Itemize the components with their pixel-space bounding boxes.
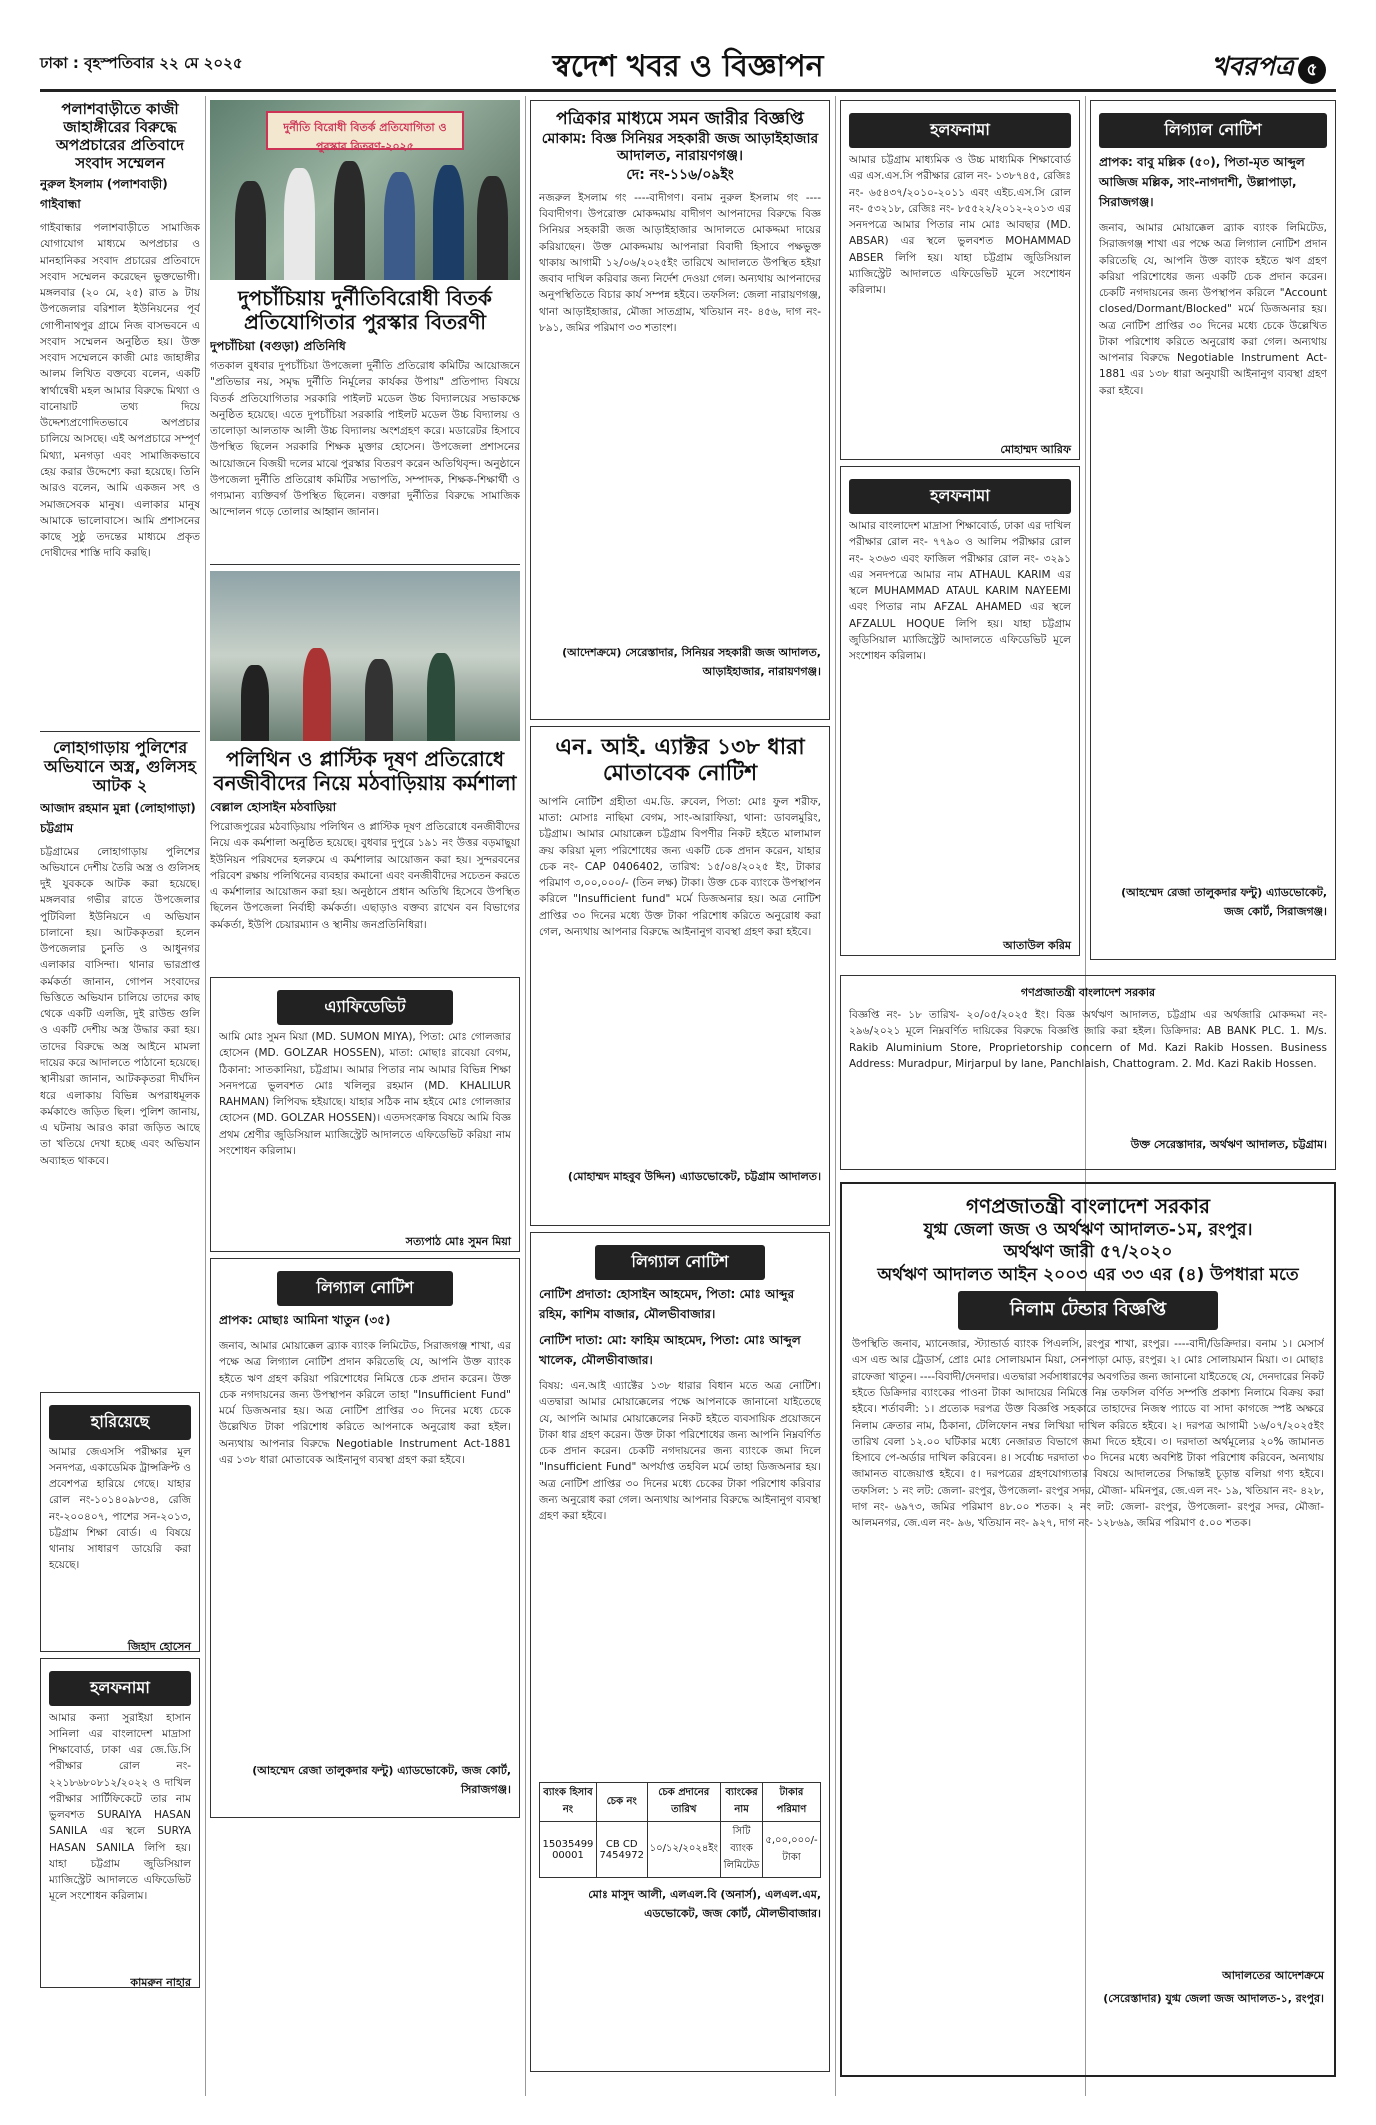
ni-act-notice xyxy=(530,726,830,1226)
legal-notice-body: জনাব, আমার মোয়াক্কেল ব্র্যাক ব্যাংক লিমিটেড, সিরাজগঞ্জ শাখা, এর পক্ষে অত্র লিগ্যাল নোটিশ প্রদান করিতেছি যে, আপনি উক্ত ব্যাংক হইতে ঋণ গ্রহণ করিয়া পরিশোধের নিমিত্তে চেক প্রদান করেন। উক্ত চেক নগদায়নের জন্য উপস্থাপন করিলে তাহা "Insufficient Fund" মর্মে ডিজঅনার হয়। অত্র নোটিশ প্রাপ্তির ৩০ দিনের মধ্যে চেকে উল্লেখিত টাকা পরিশোধ করিতে আপনাকে অনুরোধ করা হইল। অন্যথায় আপনার বিরুদ্ধে Negotiable Instrument Act-1881 এর ১৩৮ ধারা মোতাবেক আইনানুগ ব্যবস্থা গ্রহণ করা হইবে। xyxy=(219,1340,511,1466)
auction-band: নিলাম টেন্ডার বিজ্ঞপ্তি xyxy=(958,1291,1218,1330)
story-body: গাইবান্ধার পলাশবাড়ীতে সামাজিক যোগাযোগ মাধ্যমে অপপ্রচার ও মানহানিকর সংবাদ প্রচারের প্রতিবাদে সংবাদ সম্মেলন করেছেন ভুক্তভোগী। মঙ্গলবার (২০ মে, ২৫) রাত ৯ টায় উপজেলার বরিশাল ইউনিয়নের পূর্ব গোপীনাথপুর গ্রামে নিজ বাসভবনে এ সংবাদ সম্মেলন অনুষ্ঠিত হয়। উক্ত সংবাদ সম্মেলনে কাজী মোঃ জাহাঙ্গীর আলম লিখিত বক্তব্যে বলেন, একটি স্বার্থান্বেষী মহল আমার বিরুদ্ধে মিথ্যা ও বানোয়াট তথ্য দিয়ে উদ্দেশ্যপ্রণোদিতভাবে অপপ্রচার চালিয়ে আসছে। এই অপপ্রচারে সম্পূর্ণ মিথ্যা, মনগড়া এবং সামাজিকভাবে হেয় করার উদ্দেশ্যে করা হয়েছে। তিনি আরও বলেন, আমি একজন সৎ ও সমাজসেবক মানুষ। এলাকার মানুষ আমাকে ভালোবাসে। আমি প্রশাসনের কাছে সুষ্ঠু তদন্তের মাধ্যমে প্রকৃত দোষীদের শাস্তি দাবি করছি। xyxy=(40,222,200,560)
affidavit-notice xyxy=(210,977,520,1252)
paper-logo xyxy=(1211,46,1326,90)
lost-body: আমার জেএসসি পরীক্ষার মূল সনদপত্র, একাডেমিক ট্রান্সক্রিপ্ট ও প্রবেশপত্র হারিয়ে গেছে। যাহার রোল নং-১০১৪০৯৮৩৪, রেজি নং-২০০৪০৭, পাশের সন-২০১৩, চট্টগ্রাম শিক্ষা বোর্ড। এ বিষয়ে থানায় সাধারণ ডায়েরি করা হয়েছে। xyxy=(49,1445,191,1572)
legal-notice-signature: মোঃ মাসুদ আলী, এলএল.বি (অনার্স), এলএল.এম, এডভোকেট, জজ কোর্ট, মৌলভীবাজার। xyxy=(588,1888,821,1920)
story-byline: বেল্লাল হোসাইন মঠবাড়িয়া xyxy=(210,800,337,814)
summons-notice xyxy=(530,100,830,720)
affidavit-title: হলফনামা xyxy=(49,1671,191,1706)
issue-date: ঢাকা : বৃহস্পতিবার ২২ মে ২০২৫ xyxy=(40,54,243,72)
legal-notice-recipient: প্রাপক: বাবু মল্লিক (৫০), পিতা-মৃত আব্দুল আজিজ মল্লিক, সাং-নাগদাশী, উল্লাপাড়া, সিরাজগঞ্জ। xyxy=(1099,155,1305,209)
legal-notice-body: জনাব, আমার মোয়াক্কেল ব্র্যাক ব্যাংক লিমিটেড, সিরাজগঞ্জ শাখা এর পক্ষে অত্র লিগ্যাল নোটিশ প্রদান করিতেছি যে, আপনি উক্ত ব্যাংক হইতে ঋণ গ্রহণ করিয়া পরিশোধের জন্য একটি চেক প্রদান করেন। চেকটি নগদায়নের জন্য উপস্থাপন করিলে "Account closed/Dormant/Blocked" মর্মে ডিজঅনার হয়। অত্র নোটিশ প্রাপ্তির ৩০ দিনের মধ্যে চেকে উল্লেখিত টাকা পরিশোধ করিতে অনুরোধ করা গেল। অন্যথায় আপনার বিরুদ্ধে Negotiable Instrument Act-1881 এর ১৩৮ ধারা অনুযায়ী আইনানুগ ব্যবস্থা গ্রহণ করা হইবে। xyxy=(1099,222,1327,397)
legal-notice xyxy=(530,1232,830,2072)
column-3 xyxy=(530,100,830,2085)
column-4 xyxy=(840,100,1080,970)
table-row xyxy=(540,1822,821,1878)
photo-banner: দুর্নীতি বিরোধী বিতর্ক প্রতিযোগিতা ও পুরস্কার বিতরণ-২০২৫ xyxy=(266,111,464,151)
court-notice-head: গণপ্রজাতন্ত্রী বাংলাদেশ সরকার xyxy=(1020,986,1156,999)
news-story xyxy=(40,738,200,1384)
affidavit-title: হলফনামা xyxy=(849,113,1071,148)
lost-notice xyxy=(40,1392,200,1652)
ni-act-signature: (মোহাম্মদ মাহবুব উদ্দিন) এ্যাডভোকেট, চট্টগ্রাম আদালত। xyxy=(567,1169,821,1183)
story-headline: লোহাগাড়ায় পুলিশের অভিযানে অস্ত্র, গুলিসহ আটক ২ xyxy=(44,738,196,796)
table-cell: CB CD 7454972 xyxy=(596,1822,647,1878)
summons-signature: (আদেশক্রমে) সেরেস্তাদার, সিনিয়র সহকারী জজ আদালত, আড়াইহাজার, নারায়ণগঞ্জ। xyxy=(562,645,821,678)
affidavit-body: আমার চট্টগ্রাম মাধ্যমিক ও উচ্চ মাধ্যমিক শিক্ষাবোর্ড এর এস.এস.সি পরীক্ষার রোল নং- ১৩৮৭৪৫, রেজিঃ নং- ৬৫৪৩৭/২০১০-২০১১ এবং এইচ.এস.সি রোল নং- ৫৩২১৮, রেজিঃ নং- ৮৫৫২২/২০১২-২০১৩ এর সনদপত্রে আমার পিতার নাম মোঃ আবছার (MD. ABSAR) এর স্থলে ভুলবশত MOHAMMAD ABSER লিপি হয়। যাহা চট্টগ্রাম জুডিসিয়াল ম্যাজিস্ট্রেট আদালতে এফিডেভিট মূলে সংশোধন করিলাম। xyxy=(849,154,1071,297)
affidavit-notice xyxy=(840,100,1080,460)
affidavit-title: হলফনামা xyxy=(849,479,1071,514)
court-notice-body: বিজ্ঞপ্তি নং- ১৮ তারিখ- ২০/০৫/২০২৫ ইং। বিজ্ঞ অর্থঋণ আদালত, চট্টগ্রাম এর অর্থজারি মোকদ্দমা নং- ২৯৬/২০২১ মূলে নিম্নবর্ণিত দায়িকের বিরুদ্ধে বিজ্ঞপ্তি জারি করা হইল। ডিক্রিদার: AB BANK PLC. 1. M/s. Rakib Aluminium Store, Proprietorship concern of Md. Kazi Rakib Hossen. Business Address: Muradpur, Mirjarpul by lane, Panchlaish, Chattogram. 2. Md. Kazi Rakib Hossen. xyxy=(849,1009,1327,1070)
court-notice-signature: উক্ত সেরেস্তাদার, অর্থঋণ আদালত, চট্টগ্রাম। xyxy=(1130,1138,1327,1151)
table-cell: ৫,০০,০০০/- টাকা xyxy=(763,1822,821,1878)
news-photo xyxy=(210,100,520,280)
affidavit-notice xyxy=(40,1658,200,1988)
affidavit-body: আমি মোঃ সুমন মিয়া (MD. SUMON MIYA), পিতা: মোঃ গোলজার হোসেন (MD. GOLZAR HOSSEN), মাতা: মোছাঃ রাবেয়া বেগম, ঠিকানা: সাতকানিয়া, চট্টগ্রাম। আমার পিতার নাম আমার বিভিন্ন শিক্ষা সনদপত্রে ভুলবশত মোঃ খলিলুর রহমান (MD. KHALILUR RAHMAN) লিপিবদ্ধ হইয়াছে। যাহার সঠিক নাম হইবে মোঃ গোলজার হোসেন (MD. GOLZAR HOSSEN)। এতদসংক্রান্ত বিষয়ে আমি বিজ্ঞ প্রথম শ্রেণীর জুডিসিয়াল ম্যাজিস্ট্রেট আদালতে এফিডেভিট করিয়া নাম সংশোধন করিলাম। xyxy=(219,1031,511,1157)
story-headline: পলাশবাড়ীতে কাজী জাহাঙ্গীরের বিরুদ্ধে অপপ্রচারের প্রতিবাদে সংবাদ সম্মেলন xyxy=(56,100,184,172)
legal-notice-title: লিগ্যাল নোটিশ xyxy=(595,1245,764,1280)
ni-act-body: আপনি নোটিশ গ্রহীতা এম.ডি. রুবেল, পিতা: মোঃ ফুল শরীফ, মাতা: মোসাঃ নাছিমা বেগম, সাং-আরাফিয়া, থানা: ডাবলমুরিং, চট্টগ্রাম। আমার মোয়াক্কেল চট্টগ্রাম বিপণীর নিকট হইতে মালামাল ক্রয় করিয়া মূল্য পরিশোধের জন্য একটি চেক প্রদান করেন, যাহার চেক নং- CAP 0406402, তারিখ: ১৫/০৪/২০২৫ ইং, টাকার পরিমাণ ৩,০০,০০০/- (তিন লক্ষ) টাকা। উক্ত চেক ব্যাংকে উপস্থাপন করিলে "Insufficient fund" মর্মে ডিজঅনার হয়। অত্র নোটিশ প্রাপ্তির ৩০ দিনের মধ্যে উক্ত টাকা পরিশোধ করিতে অনুরোধ করা গেল, অন্যথায় আপনার বিরুদ্ধে আইনানুগ ব্যবস্থা গ্রহণ করা হইবে। xyxy=(539,795,821,938)
legal-notice-sender: নোটিশ প্রদাতা: হোসাইন আহমেদ, পিতা: মোঃ আব্দুর রহিম, কাশিম বাজার, মৌলভীবাজার। xyxy=(539,1287,795,1321)
legal-notice-body: বিষয়: এন.আই এ্যাক্টের ১৩৮ ধারার বিধান মতে অত্র নোটিশ। এতদ্বারা আমার মোয়াক্কেলের পক্ষে আপনাকে জানানো যাইতেছে যে, আপনি আমার মোয়াক্কেলের নিকট হইতে ব্যবসায়িক প্রয়োজনে টাকা ধার গ্রহণ করেন। উক্ত টাকা পরিশোধের জন্য আপনি নিম্নবর্ণিত চেক প্রদান করেন। চেকটি নগদায়নের জন্য ব্যাংকে জমা দিলে "Insufficient Fund" অপর্যাপ্ত তহবিল মর্মে তাহা ডিজঅনার হয়। অত্র নোটিশ প্রাপ্তির ৩০ দিনের মধ্যে চেকের টাকা পরিশোধ করিবার জন্য অনুরোধ করা গেল। অন্যথায় আপনার বিরুদ্ধে আইনানুগ ব্যবস্থা গ্রহণ করা হইবে। xyxy=(539,1380,821,1523)
table-cell: 15035499 00001 xyxy=(540,1822,597,1878)
affidavit-body: আমার বাংলাদেশ মাদ্রাসা শিক্ষাবোর্ড, ঢাকা এর দাখিল পরীক্ষার রোল নং- ৭৭৯০ ও আলিম পরীক্ষার রোল নং- ২৩৬৩ এবং ফাজিল পরীক্ষার রোল নং- ৩২৯১ এর সনদপত্রে আমার নাম ATHAUL KARIM এর স্থলে MUHAMMAD ATAUL KARIM NAYEEMI এবং পিতার নাম AFZAL AHAMED এর স্থলে AFZALUL HOQUE লিপি হয়। যাহা চট্টগ্রাম জুডিসিয়াল ম্যাজিস্ট্রেট আদালতে এফিডেভিট মূলে সংশোধন করিলাম। xyxy=(849,520,1071,663)
auction-notice xyxy=(840,1182,1336,2077)
news-story xyxy=(40,100,200,725)
summons-body: নজরুল ইসলাম গং ----বাদীগণ। বনাম নুরুল ইসলাম গং ----বিবাদীগণ। উপরোক্ত মোকদ্দমায় বাদীগণ আপনাদের বিরুদ্ধে বিজ্ঞ সিনিয়র সহকারী জজ আড়াইহাজার আদালতে মোকদ্দমা দায়ের করিয়াছেন। উক্ত মোকদ্দমায় আপনারা বিবাদী হিসাবে পক্ষভুক্ত থাকায় আগামী ১২/০৬/২০২৫ইং তারিখে আদালতে উপস্থিত হইয়া জবাব দাখিল করিবার জন্য নির্দেশ দেওয়া গেল। অন্যথায় আপনাদের অনুপস্থিতিতে বিচার কার্য সম্পন্ন হইবে। তফসিল: জেলা নারায়ণগঞ্জ, থানা আড়াইহাজার, মৌজা সাতগ্রাম, খতিয়ান নং- ৪৫৬, দাগ নং- ৮৯১, জমির পরিমাণ ৩৩ শতাংশ। xyxy=(539,191,821,334)
cheque-table xyxy=(539,1782,821,1878)
table-cell: ১০/১২/২০২৪ইং xyxy=(647,1822,721,1878)
story-body: পিরোজপুরের মঠবাড়িয়ায় পলিথিন ও প্লাস্টিক দূষণ প্রতিরোধে বনজীবীদের নিয়ে এক কর্মশালা অনুষ্ঠিত হয়েছে। বুধবার দুপুরে ১৯১ নং উত্তর বড়মাছুয়া ইউনিয়ন পরিষদের হলরুমে এ কর্মশালার আয়োজন করা হয়। সুন্দরবনের পরিবেশ রক্ষায় পলিথিনের ব্যবহার কমানো এবং বনজীবীদের সচেতন করতে এ কর্মশালার আয়োজন করা হয়। অনুষ্ঠানে প্রধান অতিথি হিসেবে উপস্থিত ছিলেন উপজেলা নির্বাহী কর্মকর্তা। এছাড়াও বক্তব্য রাখেন বন বিভাগের কর্মকর্তা, ইউপি চেয়ারম্যান ও স্থানীয় জনপ্রতিনিধিরা। xyxy=(210,821,520,931)
affidavit-signature: কামরুন নাহার xyxy=(130,1975,191,1988)
legal-notice-signature: (আহম্মেদ রেজা তালুকদার ফন্টু) এ্যাডভোকেট, জজ কোর্ট, সিরাজগঞ্জ। xyxy=(252,1764,511,1796)
legal-notice xyxy=(210,1258,520,1818)
story-body: গতকাল বুধবার দুপচাঁচিয়া উপজেলা দুর্নীতি প্রতিরোধ কমিটির আয়োজনে "প্রতিভার নয়, সমৃদ্ধ দুর্নীতি নির্মূলের কার্যকর উপায়" প্রতিপাদ্য বিষয়ে বিতর্ক প্রতিযোগিতার সরকারি পাইলট মডেল উচ্চ বিদ্যালয়ের সভাকক্ষে অনুষ্ঠিত হয়েছে। এতে দুপচাঁচিয়া সরকারি পাইলট মডেল উচ্চ বিদ্যালয় ও তালোড়া আলতাফ আলী উচ্চ বিদ্যালয় অংশগ্রহণ করে। মডারেটর হিসাবে উপস্থিত ছিলেন সরকারি শিক্ষক মুক্তার হোসেন। উপজেলা প্রশাসনের আয়োজনে বিজয়ী দলের মাঝে পুরস্কার বিতরণ করেন অতিথিবৃন্দ। অনুষ্ঠানে উপজেলা দুর্নীতি প্রতিরোধ কমিটির সভাপতি, সম্পাদক, শিক্ষক-শিক্ষার্থী ও গণ্যমান্য ব্যক্তিবর্গ উপস্থিত ছিলেন। বক্তারা দুর্নীতির বিরুদ্ধে সামাজিক আন্দোলন গড়ে তোলার আহ্বান জানান। xyxy=(210,360,520,519)
affidavit-signature: সত্যপাঠ মোঃ সুমন মিয়া xyxy=(405,1235,511,1248)
legal-notice-title: লিগ্যাল নোটিশ xyxy=(1099,113,1327,148)
legal-notice xyxy=(1090,100,1336,960)
story-byline: নুরুল ইসলাম (পলাশবাড়ী) গাইবান্ধা xyxy=(40,177,168,211)
column-2 xyxy=(210,100,520,2085)
paper-name: খবরপত্র xyxy=(1211,52,1294,82)
table-header-cell: চেক নং xyxy=(596,1783,647,1822)
affidavit-body: আমার কন্যা সুরাইয়া হাসান সানিলা এর বাংলাদেশ মাদ্রাসা শিক্ষাবোর্ড, ঢাকা এর জে.ডি.সি পরীক্ষার রোল নং- ২২১৮৬৮০৮১২/২০২২ ও দাখিল পরীক্ষার সার্টিফিকেটে তার নাম ভুলবশত SURAIYA HASAN SANILA এর স্থলে SURYA HASAN SANILA লিপি হয়। যাহা চট্টগ্রাম জুডিসিয়াল ম্যাজিস্ট্রেট আদালতে এফিডেভিট মূলে সংশোধন করিলাম। xyxy=(49,1711,191,1903)
story-headline: দুপচাঁচিয়ায় দুর্নীতিবিরোধী বিতর্ক প্রতিযোগিতার পুরস্কার বিতরণী xyxy=(238,286,492,334)
lost-title: হারিয়েছে xyxy=(49,1405,191,1440)
story-headline: পলিথিন ও প্লাস্টিক দূষণ প্রতিরোধে বনজীবীদের নিয়ে মঠবাড়িয়ায় কর্মশালা xyxy=(213,747,517,795)
legal-notice-signature: (আহম্মেদ রেজা তালুকদার ফন্টু) এ্যাডভোকেট, জজ কোর্ট, সিরাজগঞ্জ। xyxy=(1121,886,1327,918)
table-cell: সিটি ব্যাংক লিমিটেড xyxy=(721,1822,763,1878)
court-notice xyxy=(840,975,1336,1170)
auction-signature-title: আদালতের আদেশক্রমে xyxy=(1222,1969,1324,1983)
summons-title: পত্রিকার মাধ্যমে সমন জারীর বিজ্ঞপ্তি xyxy=(556,109,804,129)
auction-notice-wrap xyxy=(840,1182,1336,2082)
story-byline: আজাদ রহমান মুন্না (লোহাগাড়া) চট্টগ্রাম xyxy=(40,800,196,835)
page-header xyxy=(40,40,1336,92)
affidavit-signature: আতাউল করিম xyxy=(1003,939,1071,952)
ni-act-title: এন. আই. এ্যাক্টর ১৩৮ ধারা মোতাবেক নোটিশ xyxy=(555,735,805,787)
auction-govt-title: গণপ্রজাতন্ত্রী বাংলাদেশ সরকার xyxy=(966,1194,1210,1218)
auction-case-number: অর্থঋণ জারী ৫৭/২০২০ xyxy=(1003,1242,1173,1263)
story-byline: দুপচাঁচিয়া (বগুড়া) প্রতিনিধি xyxy=(210,339,346,353)
table-header-row xyxy=(540,1783,821,1822)
affidavit-signature: মোহাম্মদ আরিফ xyxy=(1000,443,1071,456)
page-number: ৫ xyxy=(1298,56,1326,84)
affidavit-title: এ্যাফিডেভিট xyxy=(277,990,452,1025)
auction-court: যুগ্ম জেলা জজ ও অর্থঋণ আদালত-১ম, রংপুর। xyxy=(923,1220,1253,1240)
auction-signature: (সেরেস্তাদার) যুগ্ম জেলা জজ আদালত-১, রংপুর। xyxy=(1103,1992,1324,2006)
column-1 xyxy=(40,100,200,2085)
auction-body: উপস্থিতি জনাব, ম্যানেজার, স্ট্যান্ডার্ড ব্যাংক পিএলসি, রংপুর শাখা, রংপুর। ----বাদী/ডিক্রিদার। বনাম ১। মেসার্স এস এন্ড আর ট্রেডার্স, প্রোঃ মোঃ সোলায়মান মিয়া, সেনপাড়া মোড়, রংপুর। ২। মোঃ সোলায়মান মিয়া। ৩। মোছাঃ রাফেজা খাতুন। ----বিবাদী/দেনদার। এতদ্বারা সর্বসাধারণের অবগতির জন্য জানানো যাইতেছে যে, দেনদারের নিকট হইতে ডিক্রিদার ব্যাংকের পাওনা টাকা আদায়ের নিমিত্তে নিম্ন তফসিল বর্ণিত সম্পত্তি প্রকাশ্য নিলামে বিক্রয় করা হইবে। শর্তাবলী: ১। প্রত্যেক দরপত্র উক্ত বিজ্ঞপ্তি সহকারে তাহাদের নিজস্ব প্যাডে বা সাদা কাগজে স্পষ্ট অক্ষরে নিলাম ক্রেতার নাম, ঠিকানা, টেলিফোন নম্বর লিখিয়া দাখিল করিতে হইবে। ২। দরপত্র আগামী ১৬/০৭/২০২৫ইং তারিখ বেলা ১২.০০ ঘটিকার মধ্যে নেজারত বিভাগে জমা দিতে হইবে। ৩। দরদাতা অর্থমূল্যের ২০% জামানত হিসাবে পে-অর্ডার দাখিল করিবেন। ৪। সর্বোচ্চ দরদাতা ৩০ দিনের মধ্যে অবশিষ্ট টাকা পরিশোধ করিবেন, অন্যথায় জামানত বাজেয়াপ্ত হইবে। ৫। দরপত্রের গ্রহণযোগ্যতার বিষয়ে আদালতের সিদ্ধান্তই চূড়ান্ত বলিয়া গণ্য হইবে। তফসিল: ১ নং লট: জেলা- রংপুর, উপজেলা- রংপুর সদর, মৌজা- মমিনপুর, জে.এল নং- ১৯, খতিয়ান নং- ৪২৮, দাগ নং- ৬৯৭৩, জমির পরিমাণ ৪৮.০০ শতক। ২ নং লট: জেলা- রংপুর, উপজেলা- রংপুর সদর, মৌজা- আলমনগর, জে.এল নং- ৯৬, খতিয়ান নং- ৯২৭, দাগ নং- ১২৮৬৯, জমির পরিমাণ ৫.০০ শতক। xyxy=(852,1338,1324,1530)
affidavit-notice xyxy=(840,466,1080,956)
table-header-cell: টাকার পরিমাণ xyxy=(763,1783,821,1822)
column-5 xyxy=(1090,100,1336,970)
summons-court: মোকাম: বিজ্ঞ সিনিয়র সহকারী জজ আড়াইহাজার আদালত, নারায়ণগঞ্জ। xyxy=(541,131,819,165)
story-body: চট্টগ্রামের লোহাগাড়ায় পুলিশের অভিযানে দেশীয় তৈরি অস্ত্র ও গুলিসহ দুই যুবককে আটক করা হয়েছে। মঙ্গলবার গভীর রাতে উপজেলার পুটিবিলা ইউনিয়নে এ অভিযান চালানো হয়। আটককৃতরা হলেন উপজেলার চুনতি ও আধুনগর এলাকার বাসিন্দা। থানার ভারপ্রাপ্ত কর্মকর্তা জানান, গোপন সংবাদের ভিত্তিতে অভিযান চালিয়ে তাদের কাছ থেকে একটি এলজি, দুই রাউন্ড গুলি ও একটি দেশীয় অস্ত্র উদ্ধার করা হয়। তাদের বিরুদ্ধে অস্ত্র আইনে মামলা দায়ের করে আদালতে পাঠানো হয়েছে। স্থানীয়রা জানান, আটককৃতরা দীর্ঘদিন ধরে এলাকায় বিভিন্ন অপরাধমূলক কর্মকাণ্ডে জড়িত ছিল। পুলিশ জানায়, এ ঘটনায় আরও কারা জড়িত আছে তা খতিয়ে দেখা হচ্ছে এবং অভিযান অব্যাহত থাকবে। xyxy=(40,845,200,1167)
table-header-cell: ব্যাংক হিসাব নং xyxy=(540,1783,597,1822)
auction-law-reference: অর্থঋণ আদালত আইন ২০০৩ এর ৩৩ এর (৪) উপধারা মতে xyxy=(877,1264,1299,1285)
lost-signature: জিহাদ হোসেন xyxy=(127,1639,191,1652)
news-photo xyxy=(210,571,520,741)
table-header-cell: চেক প্রদানের তারিখ xyxy=(647,1783,721,1822)
section-title: স্বদেশ খবর ও বিজ্ঞাপন xyxy=(552,49,824,84)
legal-notice-title: লিগ্যাল নোটিশ xyxy=(277,1271,452,1306)
legal-notice-recipient: প্রাপক: মোছাঃ আমিনা খাতুন (৩৫) xyxy=(219,1313,391,1327)
court-notice-wide xyxy=(840,975,1336,1175)
table-header-cell: ব্যাংকের নাম xyxy=(721,1783,763,1822)
summons-case-number: দে: নং-১১৬/০৯ইং xyxy=(626,166,734,183)
legal-notice-recipient: নোটিশ দাতা: মো: ফাহিম আহমেদ, পিতা: মোঃ আব্দুল খালেক, মৌলভীবাজার। xyxy=(539,1333,801,1367)
